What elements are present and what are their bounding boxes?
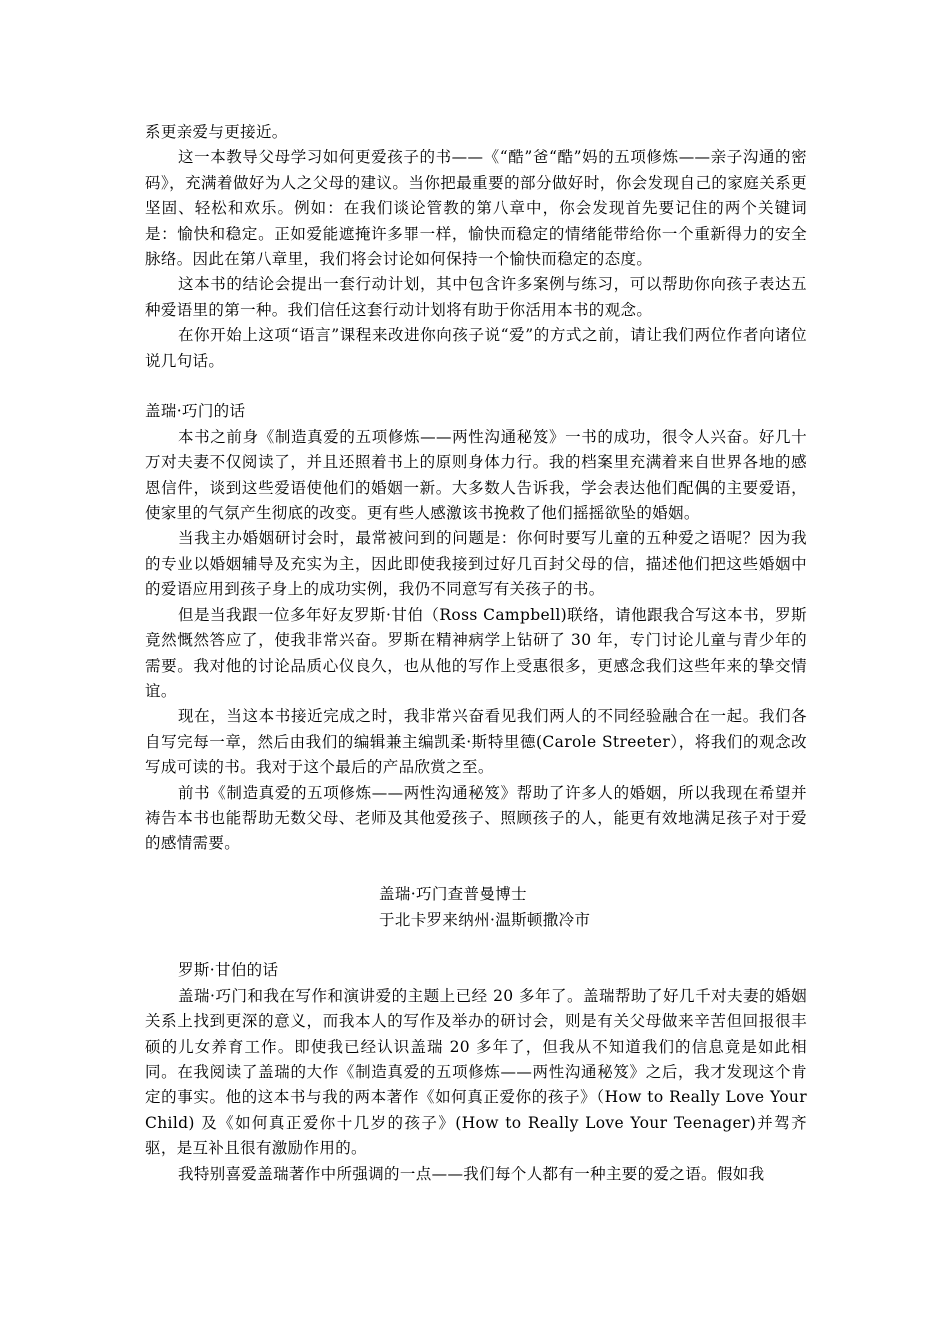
paragraph-chapman-2: 当我主办婚姻研讨会时，最常被问到的问题是：你何时要写儿童的五种爱之语呢？因为我的专业以婚姻辅导及充实为主，因此即使我接到过好几百封父母的信，描述他们把这些婚姻中的爱语应用到孩子身上的成功实例，我仍不同意写有关孩子的书。 [145,529,807,599]
signature-name: 盖瑞·巧门查普曼博士 [379,885,527,904]
paragraph-continuation: 系更亲爱与更接近。 [145,123,288,141]
signature-place: 于北卡罗来纳州·温斯顿撒冷市 [379,910,591,929]
paragraph-action-plan: 这本书的结论会提出一套行动计划，其中包含许多案例与练习，可以帮助你向孩子表达五种爱语里的第一种。我们信任这套行动计划将有助于你活用本书的观念。 [145,275,807,319]
document-page [145,120,807,1187]
paragraph-chapman-5: 前书《制造真爱的五项修炼——两性沟通秘笈》帮助了许多人的婚姻，所以我现在希望并祷告本书也能帮助无数父母、老师及其他爱孩子、照顾孩子的人，能更有效地满足孩子对于爱的感情需要。 [145,783,807,853]
paragraph-campbell-2: 我特别喜爱盖瑞著作中所强调的一点——我们每个人都有一种主要的爱之语。假如我 [178,1164,765,1183]
spacer [145,374,807,399]
section-heading-chapman: 盖瑞·巧门的话 [145,402,246,421]
section-heading-campbell: 罗斯·甘伯的话 [178,961,279,980]
paragraph-chapman-3: 但是当我跟一位多年好友罗斯·甘伯（Ross Campbell)联络，请他跟我合写这本书，罗斯竟然慨然答应了，使我非常兴奋。罗斯在精神病学上钻研了 30 年，专门讨论儿童与青少年的需要。我对他的讨论品质心仪良久，也从他的写作上受惠很多，更感念我们这些年来的挚交情谊。 [145,605,807,700]
paragraph-chapman-1: 本书之前身《制造真爱的五项修炼——两性沟通秘笈》一书的成功，很令人兴奋。好几十万对夫妻不仅阅读了，并且还照着书上的原则身体力行。我的档案里充满着来自世界各地的感恩信件，谈到这些爱语使他们的婚姻一新。大多数人告诉我，学会表达他们配偶的主要爱语，使家里的气氛产生彻底的改变。更有些人感激该书挽救了他们摇摇欲坠的婚姻。 [145,427,807,523]
paragraph-book-advice: 这一本教导父母学习如何更爱孩子的书——《“酷”爸“酷”妈的五项修炼——亲子沟通的密码》，充满着做好为人之父母的建议。当你把最重要的部分做好时，你会发现自己的家庭关系更坚固、轻松和欢乐。例如：在我们谈论管教的第八章中，你会发现首先要记住的两个关键词是：愉快和稳定。正如爱能遮掩许多罪一样，愉快而稳定的情绪能带给你一个重新得力的安全脉络。因此在第八章里，我们将会讨论如何保持一个愉快而稳定的态度。 [145,148,807,269]
paragraph-authors-intro: 在你开始上这项“语言”课程来改进你向孩子说“爱”的方式之前，请让我们两位作者向诸位说几句话。 [145,326,807,370]
paragraph-chapman-4: 现在，当这本书接近完成之时，我非常兴奋看见我们两人的不同经验融合在一起。我们各自写完每一章，然后由我们的编辑兼主编凯柔·斯特里德(Carole Streeter），将我们的观念改写成可读的书。我对于这个最后的产品欣赏之至。 [145,707,807,777]
paragraph-campbell-1: 盖瑞·巧门和我在写作和演讲爱的主题上已经 20 多年了。盖瑞帮助了好几千对夫妻的婚姻关系上找到更深的意义，而我本人的写作及举办的研讨会，则是有关父母做来辛苦但回报很丰硕的儿女养育工作。即使我已经认识盖瑞 20 多年了，但我从不知道我们的信息竟是如此相同。在我阅读了盖瑞的大作《制造真爱的五项修炼——两性沟通秘笈》之后，我才发现这个肯定的事实。他的这本书与我的两本著作《如何真正爱你的孩子》（How to Really Love Your Child) 及《如何真正爱你十几岁的孩子》(How to Really Love Your Teenager)并驾齐驱，是互补且很有激励作用的。 [145,986,807,1158]
spacer [145,857,807,882]
spacer [145,933,807,958]
